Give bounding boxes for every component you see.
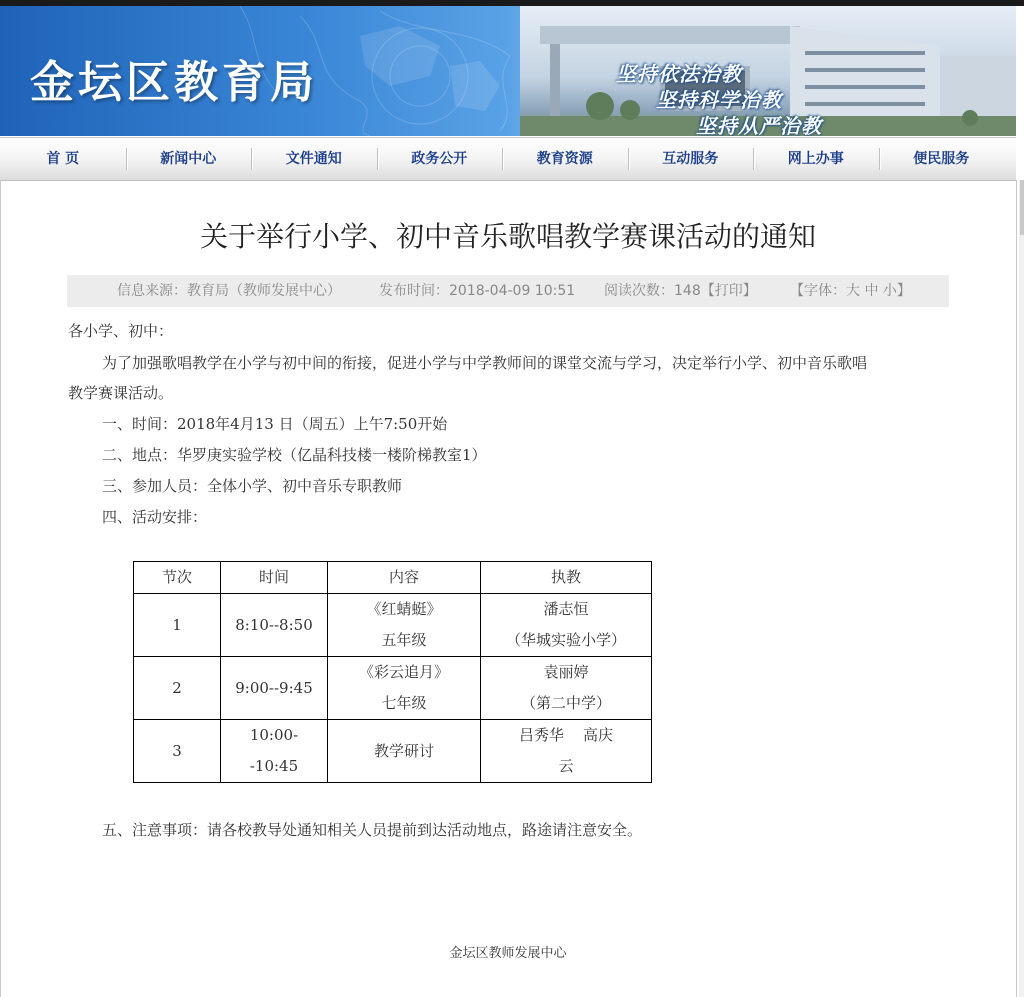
nav-public-services[interactable]: 便民服务 (879, 138, 1005, 180)
header-content: 内容 (328, 562, 481, 594)
site-title: 金坛区教育局 (30, 57, 318, 108)
article-title: 关于举行小学、初中音乐歌唱教学赛课活动的通知 (199, 220, 816, 253)
item-participants: 三、参加人员：全体小学、初中音乐专职教师 (102, 477, 403, 495)
cell-teacher (481, 594, 652, 657)
intro-line-2: 教学赛课活动。 (68, 384, 174, 402)
nav-home[interactable]: 首 页 (46, 151, 80, 167)
cell-content-line: 教学研讨 (373, 741, 434, 760)
table-header-row (134, 562, 652, 594)
scrollbar-thumb[interactable] (1020, 180, 1024, 235)
cell-time-line: 9:00--9:45 (235, 678, 313, 697)
schedule-table (133, 561, 652, 783)
header-teacher: 执教 (481, 562, 652, 594)
slogan-1: 坚持依法治教 (616, 62, 742, 86)
nav-interactive-services[interactable]: 互动服务 (628, 138, 754, 180)
slogan-2: 坚持科学治教 (656, 88, 782, 112)
nav-online-services[interactable]: 网上办事 (753, 138, 879, 180)
cell-session: 2 (134, 657, 221, 720)
nav-news-center[interactable]: 新闻中心 (126, 138, 252, 180)
cell-teacher-line: 吕秀华 高庆 (518, 726, 614, 744)
item-time: 一、时间：2018年4月13 日（周五）上午7:50开始 (102, 415, 448, 433)
cell-teacher-line: 袁丽婷 (543, 663, 589, 681)
cell-content-line: 七年级 (381, 694, 427, 712)
table-row (134, 594, 652, 657)
header-session: 节次 (134, 562, 221, 594)
header-time: 时间 (221, 562, 328, 594)
cell-content (328, 657, 481, 720)
cell-session: 3 (134, 720, 221, 783)
cell-time-line: 10:00- (249, 726, 299, 744)
meta-publish-time: 发布时间：2018-04-09 10:51 (379, 283, 576, 299)
item-notes: 五、注意事项：请各校教导处通知相关人员提前到达活动地点，路途请注意安全。 (102, 821, 643, 839)
meta-read-count-print[interactable]: 阅读次数：148【打印】 (604, 283, 757, 299)
main-nav (0, 137, 1016, 181)
cell-time (221, 657, 328, 720)
signature: 金坛区教师发展中心 (449, 946, 567, 961)
cell-content-line: 《彩云追月》 (358, 663, 449, 681)
item-location: 二、地点：华罗庚实验学校（亿晶科技楼一楼阶梯教室1） (102, 446, 487, 464)
intro-line-1: 为了加强歌唱教学在小学与初中间的衔接，促进小学与中学教师间的课堂交流与学习，决定举行小学、初中音乐歌唱 (102, 354, 868, 372)
cell-teacher-line: 潘志恒 (543, 600, 589, 618)
content-border-right (1016, 180, 1017, 997)
cell-teacher-line: （第二中学） (520, 694, 611, 712)
slogan-3: 坚持从严治教 (696, 114, 822, 136)
cell-content (328, 720, 481, 783)
cell-time (221, 720, 328, 783)
cell-content-line: 五年级 (381, 631, 427, 649)
article-meta-bar (67, 275, 949, 307)
cell-teacher (481, 657, 652, 720)
cell-teacher (481, 720, 652, 783)
nav-documents[interactable]: 文件通知 (251, 138, 377, 180)
cell-session: 1 (134, 594, 221, 657)
cell-content-line: 《红蜻蜓》 (366, 600, 442, 618)
cell-teacher-line: 云 (558, 757, 574, 775)
content-border-left (0, 180, 1, 997)
nav-education-resources[interactable]: 教育资源 (502, 138, 628, 180)
nav-government-affairs[interactable]: 政务公开 (377, 138, 503, 180)
cell-content (328, 594, 481, 657)
meta-source: 信息来源：教育局（教师发展中心） (117, 283, 341, 299)
table-row (134, 720, 652, 783)
header-banner (0, 6, 1016, 136)
cell-time (221, 594, 328, 657)
scrollbar-track[interactable] (1019, 180, 1024, 997)
table-row (134, 657, 652, 720)
cell-teacher-line: （华城实验小学） (505, 631, 626, 649)
cell-time-line: 8:10--8:50 (235, 615, 313, 634)
item-schedule-heading: 四、活动安排： (102, 508, 208, 526)
meta-font-size-controls[interactable]: 【字体：大 中 小】 (790, 283, 911, 299)
cell-time-line: -10:45 (249, 757, 299, 775)
salutation: 各小学、初中： (68, 322, 174, 340)
